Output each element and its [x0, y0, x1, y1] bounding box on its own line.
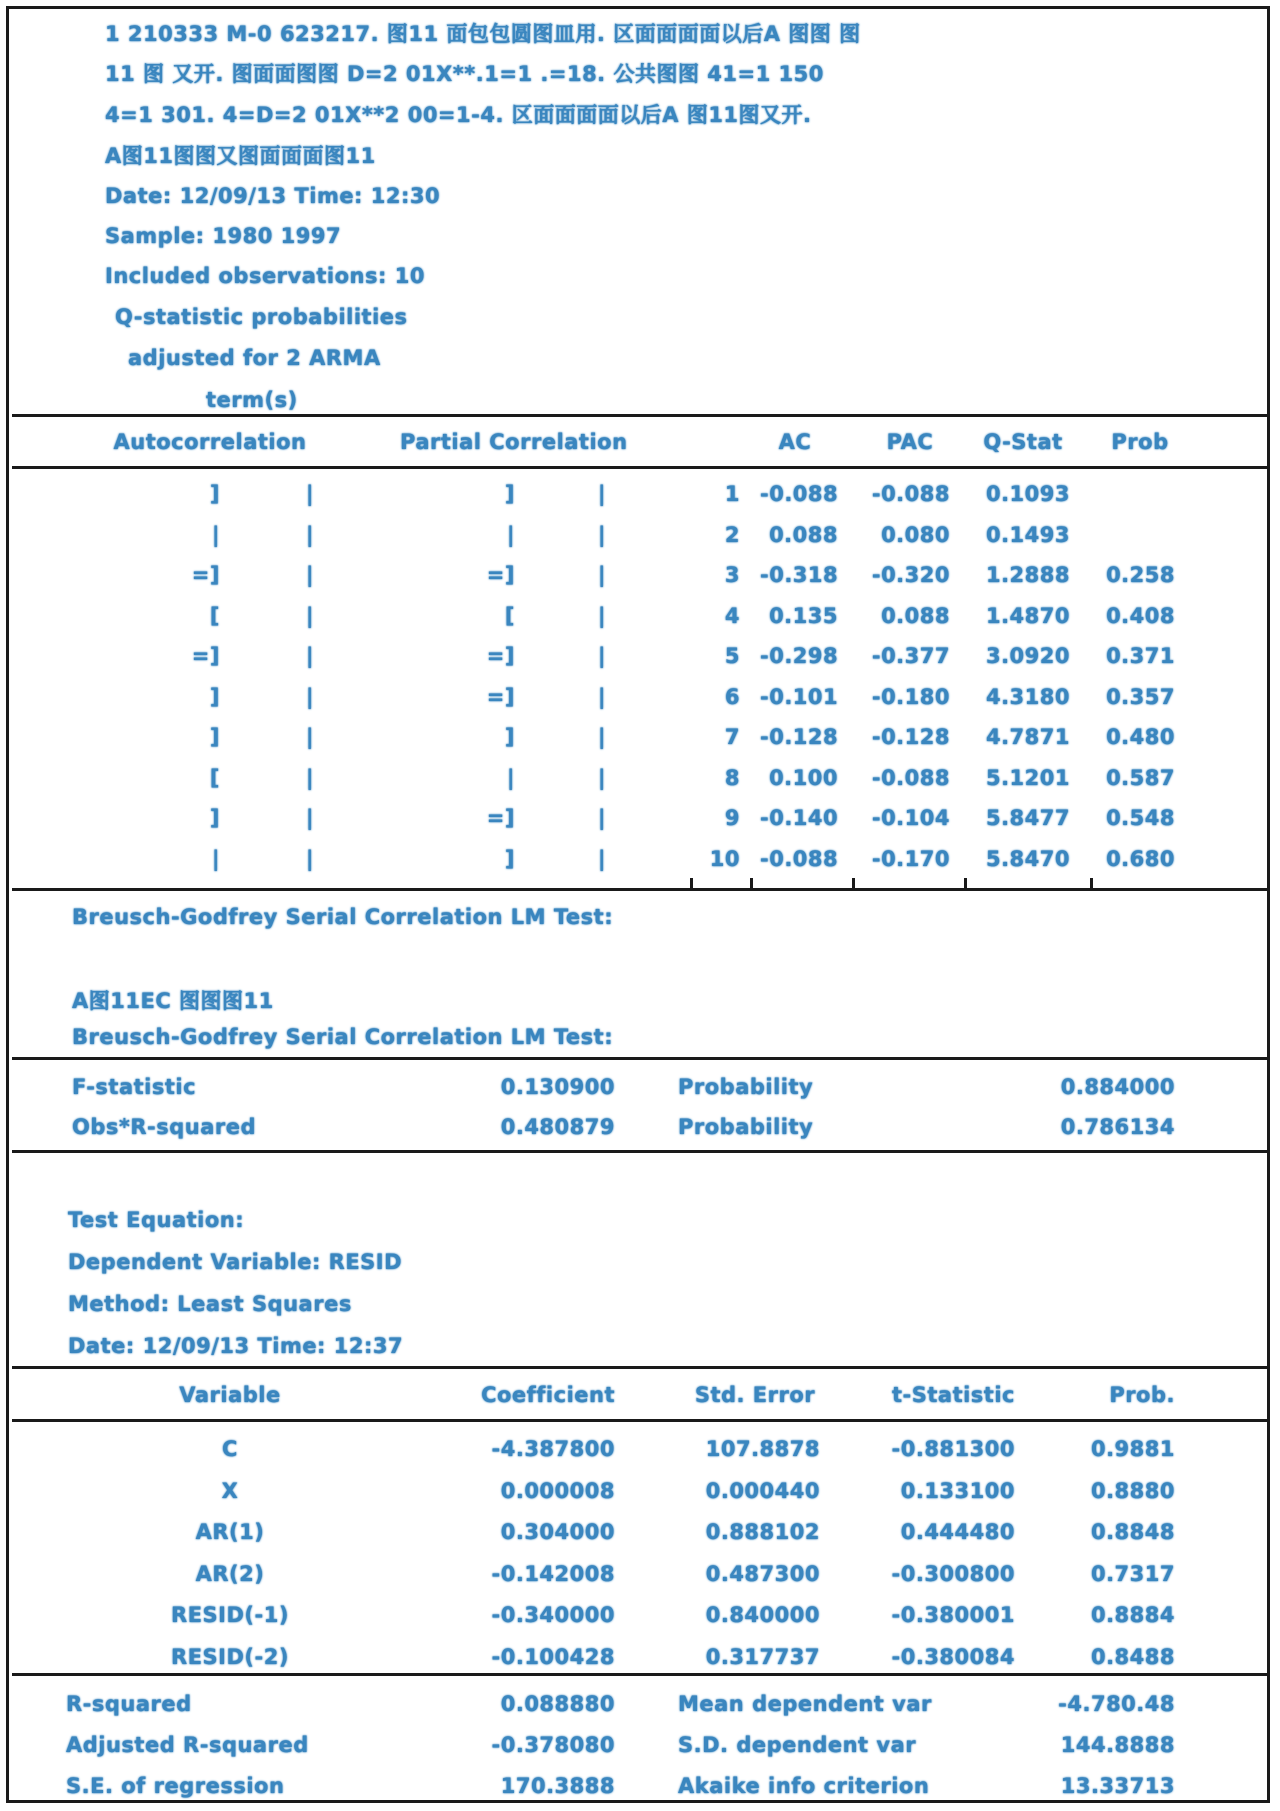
- prob-value: 0.408: [1106, 603, 1175, 628]
- lag-number: 7: [724, 725, 740, 749]
- ac-axis-line: |: [305, 603, 315, 628]
- header-line-2: 11 图 又开. 图面面图图 D=2 01X**.1=1 .=18. 公共图图 41=1 150: [105, 62, 824, 86]
- coef-prob: 0.9881: [1090, 1437, 1175, 1461]
- bg-title-1: Breusch-Godfrey Serial Correlation LM Test:: [72, 905, 614, 929]
- pac-value: -0.180: [871, 684, 950, 709]
- pac-value: 0.088: [881, 603, 950, 628]
- ac-bar-graph: =]: [191, 563, 220, 587]
- pac-axis-line: |: [597, 563, 607, 587]
- coef-t-statistic: -0.881300: [891, 1437, 1015, 1461]
- stat-label: R-squared: [66, 1692, 192, 1716]
- stat-value: 170.3888: [500, 1774, 615, 1798]
- ac-axis-line: |: [305, 482, 315, 506]
- pac-axis-line: |: [597, 806, 607, 830]
- lag-number: 8: [724, 765, 740, 790]
- stat-label-2: Akaike info criterion: [678, 1774, 930, 1798]
- ac-value: -0.140: [760, 806, 839, 830]
- pac-bar-graph: |: [506, 765, 515, 790]
- ac-value: -0.298: [760, 644, 839, 668]
- test-eq-dependent-variable: Dependent Variable: RESID: [68, 1250, 403, 1274]
- ac-bar-graph: ]: [209, 482, 220, 506]
- col-prob: Prob: [1111, 430, 1169, 454]
- ac-axis-line: |: [305, 846, 315, 871]
- coef-t-statistic: -0.300800: [891, 1561, 1015, 1586]
- lag-number: 10: [709, 846, 740, 871]
- pac-value: -0.104: [871, 806, 950, 830]
- ac-axis-line: |: [305, 644, 315, 668]
- ac-bar-graph: =]: [191, 644, 220, 668]
- ac-bar-graph: ]: [209, 684, 220, 709]
- rule-bg-top: [12, 1057, 1268, 1060]
- coef-t-statistic: 0.444480: [900, 1520, 1015, 1544]
- bg-title-2: Breusch-Godfrey Serial Correlation LM Test:: [72, 1025, 614, 1049]
- axis-tick: [852, 878, 855, 890]
- coef-t-statistic: 0.133100: [900, 1478, 1015, 1503]
- lag-number: 6: [724, 684, 740, 709]
- pac-axis-line: |: [597, 522, 607, 547]
- qstat-value: 4.7871: [985, 725, 1070, 749]
- coef-std-error: 0.317737: [705, 1644, 820, 1669]
- bg-fstat-prob-label: Probability: [678, 1075, 814, 1099]
- qstat-value: 5.8477: [985, 806, 1070, 830]
- pac-value: -0.088: [871, 482, 950, 506]
- axis-tick: [1090, 878, 1093, 890]
- ac-axis-line: |: [305, 563, 315, 587]
- header-line-4: A图11图图又图面面面图11: [105, 144, 376, 168]
- pac-axis-line: |: [597, 725, 607, 749]
- lag-number: 4: [724, 603, 740, 628]
- ac-bar-graph: ]: [209, 806, 220, 830]
- bg-obsr2-label: Obs*R-squared: [72, 1115, 257, 1139]
- coef-value: -4.387800: [491, 1437, 615, 1461]
- pac-bar-graph: |: [506, 522, 515, 547]
- coef-value: 0.304000: [500, 1520, 615, 1544]
- pac-bar-graph: =]: [486, 563, 515, 587]
- prob-value: 0.371: [1106, 644, 1175, 668]
- prob-value: 0.587: [1106, 765, 1175, 790]
- header-adjusted-note: adjusted for 2 ARMA: [128, 346, 381, 370]
- coef-value: -0.100428: [491, 1644, 615, 1669]
- pac-axis-line: |: [597, 603, 607, 628]
- bg-fstat-label: F-statistic: [72, 1075, 197, 1099]
- pac-bar-graph: ]: [504, 482, 515, 506]
- stat-value-2: 144.8888: [1060, 1733, 1175, 1757]
- prob-value: 0.357: [1106, 684, 1175, 709]
- qstat-value: 3.0920: [985, 644, 1070, 668]
- ac-axis-line: |: [305, 522, 315, 547]
- ac-value: -0.088: [760, 482, 839, 506]
- pac-bar-graph: =]: [486, 806, 515, 830]
- pac-bar-graph: [: [504, 603, 515, 628]
- header-terms-note: term(s): [206, 388, 298, 412]
- coef-variable-name: RESID(-1): [171, 1603, 289, 1627]
- lag-number: 5: [724, 644, 740, 668]
- ac-bar-graph: ]: [209, 725, 220, 749]
- header-qstat-note: Q-statistic probabilities: [115, 305, 408, 329]
- ac-bar-graph: [: [209, 765, 220, 790]
- coef-t-statistic: -0.380001: [891, 1603, 1015, 1627]
- qstat-value: 1.2888: [985, 563, 1070, 587]
- header-observations: Included observations: 10: [105, 264, 425, 288]
- pac-value: -0.170: [871, 846, 950, 871]
- pac-value: -0.128: [871, 725, 950, 749]
- lag-number: 1: [724, 482, 740, 506]
- qstat-value: 0.1093: [985, 482, 1070, 506]
- pac-bar-graph: ]: [504, 846, 515, 871]
- col-ac: AC: [778, 430, 812, 454]
- pac-bar-graph: ]: [504, 725, 515, 749]
- coef-prob: 0.8880: [1090, 1478, 1175, 1503]
- bg-fstat-prob-value: 0.884000: [1060, 1075, 1175, 1099]
- header-line-1: 1 210333 M-0 623217. 图11 面包包圆图皿用. 区面面面面以后A 图图 图: [105, 22, 861, 46]
- qstat-value: 0.1493: [985, 522, 1070, 547]
- pac-value: -0.320: [871, 563, 950, 587]
- pac-axis-line: |: [597, 684, 607, 709]
- rule-stats-top: [12, 1673, 1268, 1676]
- bg-obsr2-prob-label: Probability: [678, 1115, 814, 1139]
- stat-value-2: -4.780.48: [1058, 1692, 1175, 1716]
- prob-value: 0.548: [1106, 806, 1175, 830]
- coef-variable-name: C: [222, 1437, 238, 1461]
- coef-std-error: 0.000440: [705, 1478, 820, 1503]
- axis-tick: [690, 878, 693, 890]
- stat-label-2: S.D. dependent var: [678, 1733, 917, 1757]
- coef-t-statistic: -0.380084: [891, 1644, 1015, 1669]
- col-coefficient: Coefficient: [481, 1383, 615, 1407]
- col-pac: PAC: [886, 430, 934, 454]
- pac-value: -0.377: [871, 644, 950, 668]
- ac-axis-line: |: [305, 806, 315, 830]
- axis-tick: [964, 878, 967, 890]
- lag-number: 9: [724, 806, 740, 830]
- coef-variable-name: AR(2): [195, 1561, 265, 1586]
- col-std-error: Std. Error: [694, 1383, 816, 1407]
- prob-value: 0.480: [1106, 725, 1175, 749]
- ac-axis-line: |: [305, 684, 315, 709]
- qstat-value: 5.1201: [985, 765, 1070, 790]
- ac-bar-graph: |: [211, 522, 220, 547]
- header-sample: Sample: 1980 1997: [105, 224, 342, 248]
- pac-bar-graph: =]: [486, 644, 515, 668]
- stat-label-2: Mean dependent var: [678, 1692, 932, 1716]
- bg-fstat-value: 0.130900: [500, 1075, 615, 1099]
- pac-bar-graph: =]: [486, 684, 515, 709]
- ac-value: -0.128: [760, 725, 839, 749]
- pac-axis-line: |: [597, 765, 607, 790]
- header-date: Date: 12/09/13 Time: 12:30: [105, 184, 441, 208]
- ac-value: 0.088: [769, 522, 838, 547]
- test-eq-title: Test Equation:: [68, 1208, 245, 1232]
- coef-variable-name: X: [221, 1478, 239, 1503]
- coef-prob: 0.7317: [1090, 1561, 1175, 1586]
- coef-std-error: 0.888102: [705, 1520, 820, 1544]
- pac-value: 0.080: [881, 522, 950, 547]
- lag-number: 2: [724, 522, 740, 547]
- coef-prob: 0.8848: [1090, 1520, 1175, 1544]
- coef-std-error: 107.8878: [705, 1437, 820, 1461]
- stat-value: -0.378080: [491, 1733, 615, 1757]
- coef-value: -0.142008: [491, 1561, 615, 1586]
- coef-std-error: 0.840000: [705, 1603, 820, 1627]
- col-prob-coef: Prob.: [1109, 1383, 1175, 1407]
- coef-prob: 0.8884: [1090, 1603, 1175, 1627]
- col-qstat: Q-Stat: [983, 430, 1063, 454]
- ac-value: -0.088: [760, 846, 839, 871]
- rule-top-correlogram: [12, 414, 1268, 417]
- coef-prob: 0.8488: [1090, 1644, 1175, 1669]
- ac-value: -0.101: [760, 684, 839, 709]
- lag-number: 3: [724, 563, 740, 587]
- ac-value: -0.318: [760, 563, 839, 587]
- bg-obsr2-prob-value: 0.786134: [1060, 1115, 1175, 1139]
- ac-bar-graph: [: [209, 603, 220, 628]
- prob-value: 0.680: [1106, 846, 1175, 871]
- qstat-value: 4.3180: [985, 684, 1070, 709]
- bg-subtitle: A图11EC 图图图11: [72, 989, 274, 1013]
- bg-obsr2-value: 0.480879: [500, 1115, 615, 1139]
- stat-label: S.E. of regression: [66, 1774, 285, 1798]
- ac-value: 0.135: [769, 603, 838, 628]
- pac-axis-line: |: [597, 846, 607, 871]
- pac-value: -0.088: [871, 765, 950, 790]
- pac-axis-line: |: [597, 482, 607, 506]
- coef-variable-name: RESID(-2): [171, 1644, 289, 1669]
- prob-value: 0.258: [1106, 563, 1175, 587]
- header-line-3: 4=1 301. 4=D=2 01X**2 00=1-4. 区面面面面以后A 图11图又开.: [105, 103, 812, 127]
- col-variable: Variable: [179, 1383, 281, 1407]
- ac-axis-line: |: [305, 725, 315, 749]
- rule-correlogram-bottom: [12, 888, 1268, 891]
- coef-std-error: 0.487300: [705, 1561, 820, 1586]
- test-eq-date: Date: 12/09/13 Time: 12:37: [68, 1334, 404, 1358]
- coef-variable-name: AR(1): [195, 1520, 265, 1544]
- coef-value: -0.340000: [491, 1603, 615, 1627]
- col-autocorrelation: Autocorrelation: [113, 430, 307, 454]
- stat-value-2: 13.33713: [1060, 1774, 1175, 1798]
- stat-label: Adjusted R-squared: [66, 1733, 309, 1757]
- col-t-statistic: t-Statistic: [891, 1383, 1015, 1407]
- rule-bg-bottom: [12, 1150, 1268, 1153]
- pac-axis-line: |: [597, 644, 607, 668]
- rule-coef-top: [12, 1366, 1268, 1369]
- col-partial-correlation: Partial Correlation: [400, 430, 628, 454]
- rule-coef-header: [12, 1419, 1268, 1422]
- coef-value: 0.000008: [500, 1478, 615, 1503]
- rule-correlogram-header: [12, 466, 1268, 469]
- test-eq-method: Method: Least Squares: [68, 1292, 352, 1316]
- ac-bar-graph: |: [211, 846, 220, 871]
- ac-axis-line: |: [305, 765, 315, 790]
- qstat-value: 5.8470: [985, 846, 1070, 871]
- axis-tick: [750, 878, 753, 890]
- qstat-value: 1.4870: [985, 603, 1070, 628]
- stat-value: 0.088880: [500, 1692, 615, 1716]
- ac-value: 0.100: [769, 765, 838, 790]
